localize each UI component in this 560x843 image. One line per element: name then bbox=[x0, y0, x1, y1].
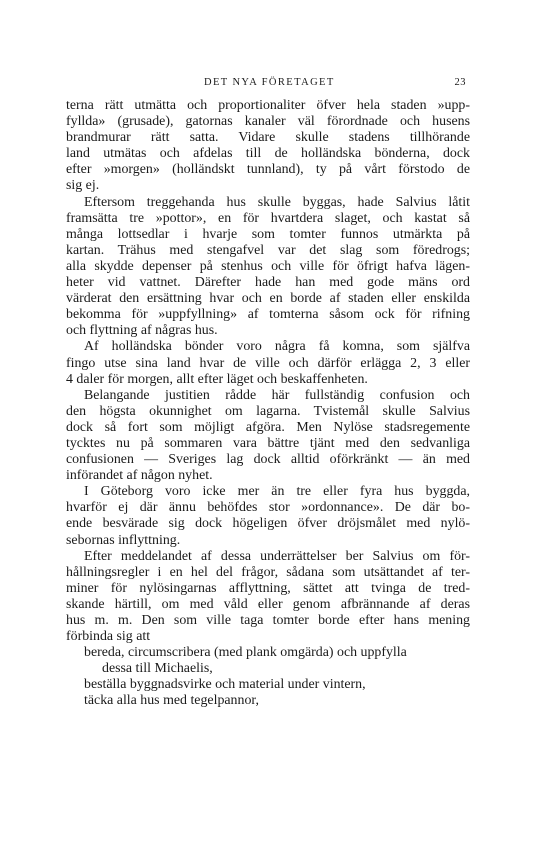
text-line: och flyttning af någras hus. bbox=[66, 323, 218, 339]
text-line: värderat den ersättning hvar och en borde af staden eller enskilda bbox=[66, 291, 470, 307]
text-line: framsätta tre »pottor», en för hvartdera slaget, och kastat så bbox=[66, 210, 470, 226]
text-line: alla skydde depenser på stenhus och ville för öfrigt hafva lägen- bbox=[66, 258, 470, 274]
text-line: bereda, circumscribera (med plank omgärda) och uppfylla bbox=[84, 645, 407, 661]
page-number: 23 bbox=[454, 77, 466, 88]
text-line: Efter meddelandet af dessa underrättelser ber Salvius om för- bbox=[84, 548, 470, 564]
text-line: fyllda» (grusade), gatornas kanaler väl förordnade och husens bbox=[66, 114, 470, 130]
running-head bbox=[64, 77, 466, 93]
text-line: kartan. Trähus med stengafvel var det slag som föredrogs; bbox=[66, 242, 470, 258]
text-line: införandet af någon nyhet. bbox=[66, 468, 213, 484]
text-line: bekomma för »uppfyllning» af tomterna såsom ock för rifning bbox=[66, 307, 470, 323]
text-line: ende besvärade sig dock högeligen öfver dröjsmålet med nylö- bbox=[66, 516, 470, 532]
text-line: efter »morgen» (holländskt tunnland), ty på vårt förstodo de bbox=[66, 162, 470, 178]
text-line: miner för nylösingarnas afflyttning, sättet att tvinga de tred- bbox=[66, 580, 470, 596]
text-line: terna rätt utmätta och proportionaliter öfver hela staden »upp- bbox=[66, 98, 470, 113]
text-line: dessa till Michaelis, bbox=[102, 661, 213, 677]
text-line: tycktes nu på sommaren vara bättre tjänt med den sedvanliga bbox=[66, 435, 470, 451]
text-line: sig ej. bbox=[66, 178, 100, 194]
text-line: 4 daler för morgen, allt efter läget och beskaffenheten. bbox=[66, 371, 368, 387]
text-line: beställa byggnadsvirke och material under vintern, bbox=[84, 677, 366, 693]
text-line: förbinda sig att bbox=[66, 629, 151, 645]
text-line: många lottsedlar i hvarje som tomter funnos utmärkta på bbox=[66, 226, 470, 242]
text-line: Belangande justitien rådde här fullständig confusion och bbox=[84, 387, 470, 403]
text-line: hus m. m. Den som ville taga tomter borde efter hans mening bbox=[66, 613, 470, 628]
text-line: I Göteborg voro icke mer än tre eller fyra hus byggda, bbox=[84, 484, 470, 500]
text-line: skande härtill, om med våld eller genom afbrännande af deras bbox=[66, 596, 470, 612]
text-line: Eftersom treggehanda hus skulle byggas, hade Salvius låtit bbox=[84, 194, 470, 210]
text-line: brandmurar rätt satta. Vidare skulle stadens tillhörande bbox=[66, 130, 470, 146]
body-text bbox=[66, 98, 470, 710]
text-line: fingo utse sina land hvar de ville och därför erlägga 2, 3 eller bbox=[66, 355, 470, 371]
text-line: täcka alla hus med tegelpannor, bbox=[84, 693, 259, 709]
text-line: dock så fort som möjligt afgöra. Men Nylöse stadsregemente bbox=[66, 419, 470, 435]
text-line: heter vid vattnet. Därefter hade han med gode mäns ord bbox=[66, 275, 470, 291]
text-line: confusionen — Sveriges lag dock alltid oförkränkt — än med bbox=[66, 452, 470, 468]
text-line: den högsta okunnighet om lagarna. Tvistemål skulle Salvius bbox=[66, 403, 470, 419]
text-line: Af holländska bönder voro några få komna, som själfva bbox=[84, 339, 470, 355]
text-line: sebornas inflyttning. bbox=[66, 532, 181, 548]
text-line: hållningsregler i en hel del frågor, sådana som utsättandet af ter- bbox=[66, 564, 470, 580]
text-line: land utmätas och afdelas till de holländska bönderna, dock bbox=[66, 146, 470, 162]
text-line: hvarför ej där ännu behöfdes stor »ordonnance». De där bo- bbox=[66, 500, 470, 516]
running-title: DET NYA FÖRETAGET bbox=[204, 77, 335, 88]
